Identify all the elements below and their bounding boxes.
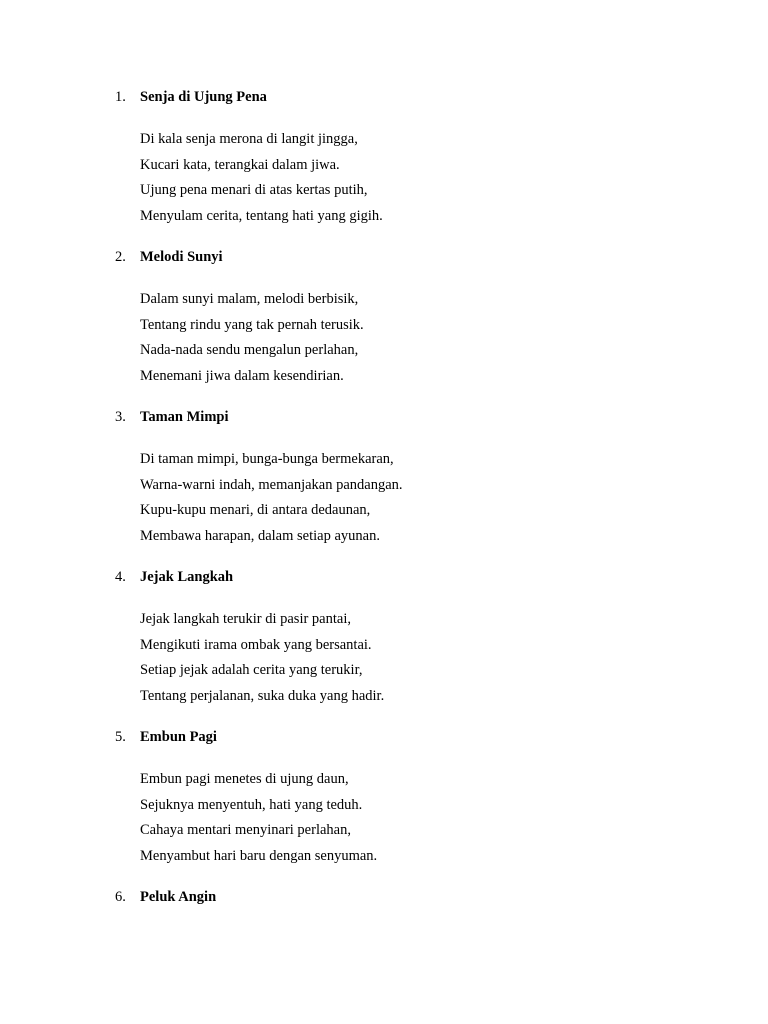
poem-line: Menemani jiwa dalam kesendirian. bbox=[140, 367, 344, 384]
poem-line: Setiap jejak adalah cerita yang terukir, bbox=[140, 662, 363, 678]
poem-title: Jejak Langkah bbox=[140, 569, 234, 585]
poem-title: Peluk Angin bbox=[140, 889, 217, 905]
poem-lines bbox=[140, 610, 384, 712]
poem-title: Senja di Ujung Pena bbox=[140, 89, 267, 105]
poem-line: Kupu-kupu menari, di antara dedaunan, bbox=[140, 502, 371, 518]
poem-line: Menyulam cerita, tentang hati yang gigih. bbox=[140, 207, 383, 224]
poem-number: 6. bbox=[115, 889, 126, 905]
poem-line: Mengikuti irama ombak yang bersantai. bbox=[140, 636, 372, 653]
poem-lines bbox=[140, 130, 383, 232]
poem-lines bbox=[140, 290, 364, 392]
poem-lines bbox=[140, 450, 403, 552]
poem-number: 5. bbox=[115, 729, 126, 745]
poem-line: Sejuknya menyentuh, hati yang teduh. bbox=[140, 796, 363, 813]
poem-line: Dalam sunyi malam, melodi berbisik, bbox=[140, 291, 359, 307]
poem-line: Di kala senja merona di langit jingga, bbox=[140, 131, 358, 147]
poem-line: Warna-warni indah, memanjakan pandangan. bbox=[140, 476, 403, 493]
poem-line: Jejak langkah terukir di pasir pantai, bbox=[140, 611, 351, 627]
poem-line: Tentang rindu yang tak pernah terusik. bbox=[140, 316, 364, 333]
poem-line: Tentang perjalanan, suka duka yang hadir. bbox=[140, 687, 385, 704]
poem-number: 1. bbox=[115, 89, 126, 105]
poem-line: Ujung pena menari di atas kertas putih, bbox=[140, 182, 368, 198]
poem-line: Nada-nada sendu mengalun perlahan, bbox=[140, 342, 359, 358]
poem-line: Di taman mimpi, bunga-bunga bermekaran, bbox=[140, 451, 394, 467]
poem-line: Membawa harapan, dalam setiap ayunan. bbox=[140, 527, 380, 544]
poem-lines bbox=[140, 770, 377, 872]
poem-title: Melodi Sunyi bbox=[140, 249, 223, 265]
poem-line: Embun pagi menetes di ujung daun, bbox=[140, 771, 349, 787]
poem-line: Cahaya mentari menyinari perlahan, bbox=[140, 822, 351, 838]
poem-line: Kucari kata, terangkai dalam jiwa. bbox=[140, 156, 340, 173]
poem-title: Taman Mimpi bbox=[140, 409, 229, 425]
poem-number: 4. bbox=[115, 569, 126, 585]
poem-number: 3. bbox=[115, 409, 126, 425]
poem-title: Embun Pagi bbox=[140, 729, 217, 745]
poem-number: 2. bbox=[115, 249, 126, 265]
poem-line: Menyambut hari baru dengan senyuman. bbox=[140, 847, 378, 864]
